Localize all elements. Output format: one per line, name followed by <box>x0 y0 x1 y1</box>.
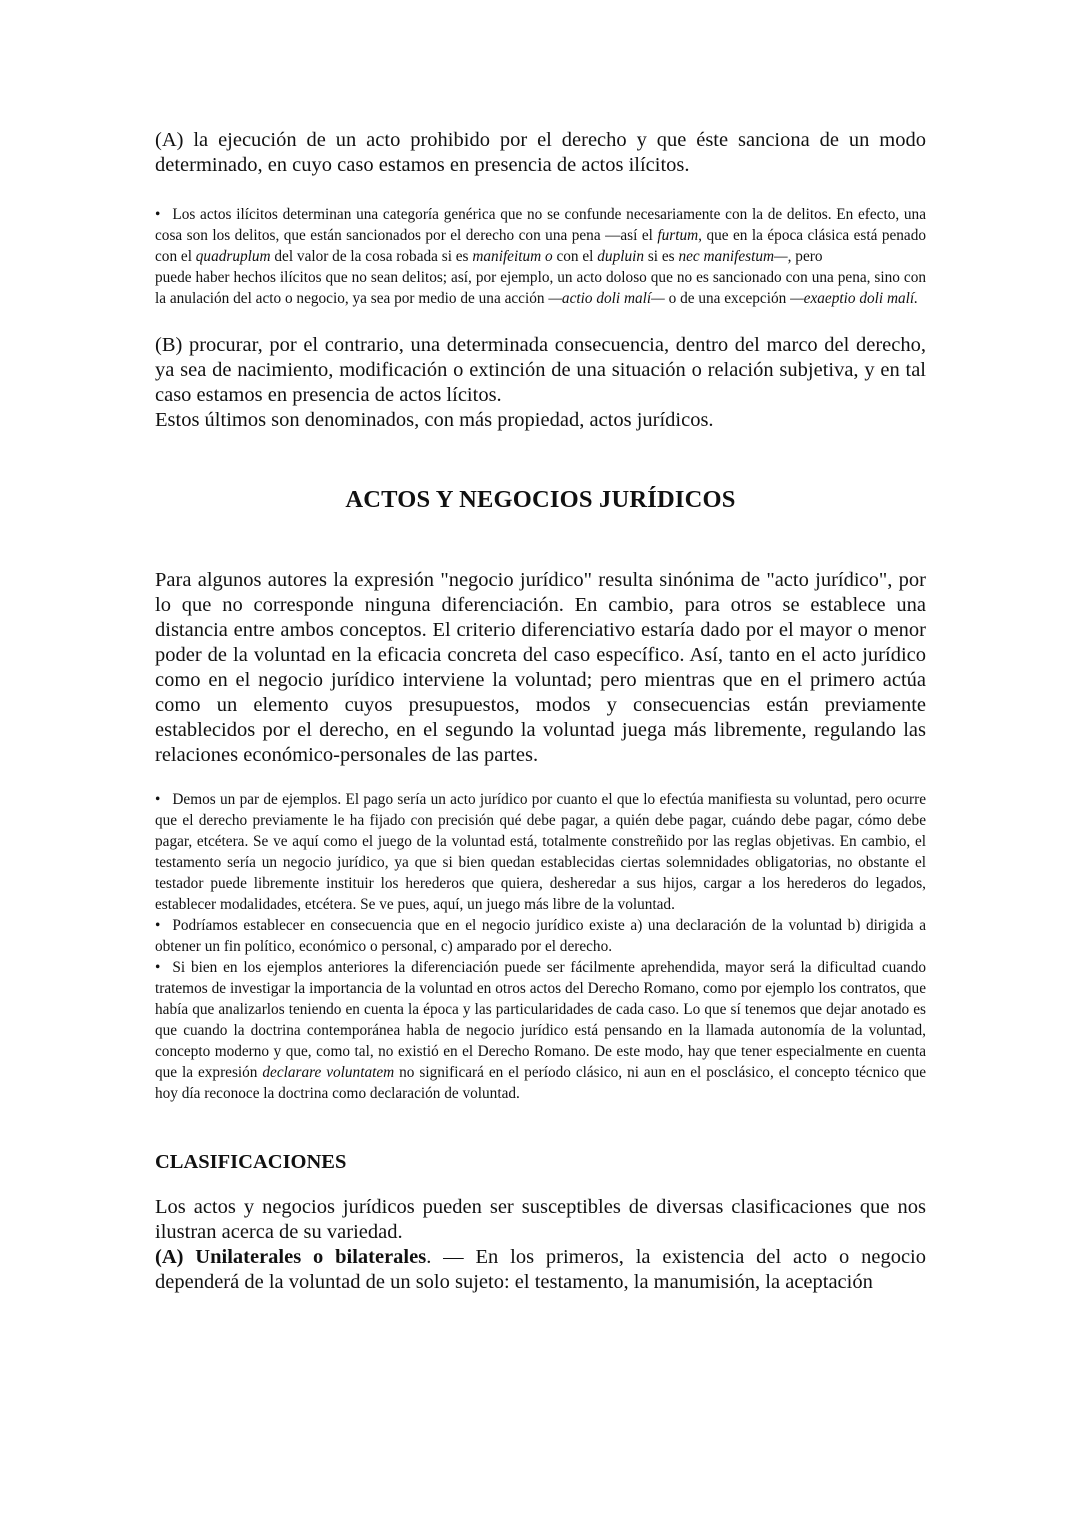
clasificaciones-heading: CLASIFICACIONES <box>155 1151 347 1173</box>
item-a-label: (A) Unilaterales o bilaterales <box>155 1246 427 1268</box>
bullet-icon: • <box>155 206 161 223</box>
section-title: ACTOS Y NEGOCIOS JURÍDICOS <box>345 486 736 513</box>
paragraph-a-text: (A) la ejecución de un acto prohibido por el derecho y que éste sanciona de un modo determinado, en cuyo caso estamos en presencia de actos ilícitos. <box>155 129 926 176</box>
paragraph-b <box>155 333 926 433</box>
paragraph-b-text: (B) procurar, por el contrario, una determinada consecuencia, dentro del marco del derecho, ya sea de nacimiento, modificación o extinción de una situación o relación subjetiva, y en tal caso estamos en presencia de actos lícitos. <box>155 334 926 406</box>
document-page <box>155 128 926 1295</box>
item-a-text: . — En los primeros, la existencia del acto o negocio dependerá de la voluntad de un solo sujeto: el testamento, la manumisión, la aceptación <box>155 1246 926 1293</box>
paragraph-a <box>155 128 926 178</box>
note-illicit-acts: • Los actos ilícitos determinan una categoría genérica que no se confunde necesariamente con la de delitos. En efecto, una cosa son los delitos, que están sancionados por el derecho con una pena —así el furtum, que en la época clásica está penado con el quadruplum del valor de la cosa robada si es manifeitum o con el dupluin si es nec manifestum—, pero puede haber hechos ilícitos que no sean delitos; así, por ejemplo, un acto doloso que no es sancionado con una pena, sino con la anulación del acto o negocio, ya sea por medio de una acción —actio doli malí— o de una excepción —exaeptio doli malí. <box>155 206 927 307</box>
note-example-3: • Si bien en los ejemplos anteriores la diferenciación puede ser fácilmente aprehendida, mayor será la dificultad cuando tratemos de investigar la importancia de la voluntad en otros actos del Derecho Romano, como por ejemplo los contratos, que había que analizarlos teniendo en cuenta la época y las particularidades de cada caso. Lo que sí tenemos que dejar anotado es que cuando la doctrina contemporánea habla de negocio jurídico está pensando en la llamada autonomía de la voluntad, concepto moderno y que, como tal, no existió en el Derecho Romano. De este modo, hay que tener especialmente en cuenta que la expresión declarare voluntatem no significará en el período clásico, ni aun en el posclásico, el concepto técnico que hoy día reconoce la doctrina como declaración de voluntad. <box>155 959 927 1102</box>
note-example-1: • Demos un par de ejemplos. El pago sería un acto jurídico por cuanto el que lo efectúa manifiesta su voluntad, pero ocurre que el derecho previamente le ha fijado con precisión qué debe pagar, a quién debe pagar, cuándo debe pagar, cómo debe pagar, etcétera. Se ve aquí como el juego de la voluntad está, totalmente constreñido por las reglas objetivas. En cambio, el testamento sería un negocio jurídico, ya que si bien quedan establecidas ciertas solemnidades obligatorias, no obstante el testador puede libremente instituir los herederos que quiera, desheredar a sus hijos, cargar a los herederos do legados, establecer modalidades, etcétera. Se ve pues, aquí, un juego más libre de la voluntad. <box>155 791 926 913</box>
notes-examples <box>155 789 926 1104</box>
clasificaciones-intro: Los actos y negocios jurídicos pueden ser susceptibles de diversas clasificaciones que nos ilustran acerca de su variedad. <box>155 1196 926 1243</box>
bullet-icon: • <box>155 959 161 976</box>
clasificaciones-item-a <box>155 1245 926 1295</box>
bullet-icon: • <box>155 791 161 808</box>
note-example-2: • Podríamos establecer en consecuencia que en el negocio jurídico existe a) una declaración de la voluntad b) dirigida a obtener un fin político, económico o personal, c) amparado por el derecho. <box>155 917 926 955</box>
bullet-icon: • <box>155 917 161 934</box>
paragraph-intro: Para algunos autores la expresión "negocio jurídico" resulta sinónima de "acto jurídico", por lo que no corresponde ninguna diferenciación. En cambio, para otros se establece una distancia entre ambos conceptos. El criterio diferenciativo estaría dado por el mayor o menor poder de la voluntad en la eficacia concreta del caso específico. Así, tanto en el acto jurídico como en el negocio jurídico interviene la voluntad; pero mientras que en el primero actúa como un elemento cuyos presupuestos, modos y consecuencias están previamente establecidos por el derecho, en el segundo la voluntad juega más libremente, regulando las relaciones económico-personales de las partes. <box>155 569 926 766</box>
paragraph-b-line2: Estos últimos son denominados, con más propiedad, actos jurídicos. <box>155 409 714 431</box>
